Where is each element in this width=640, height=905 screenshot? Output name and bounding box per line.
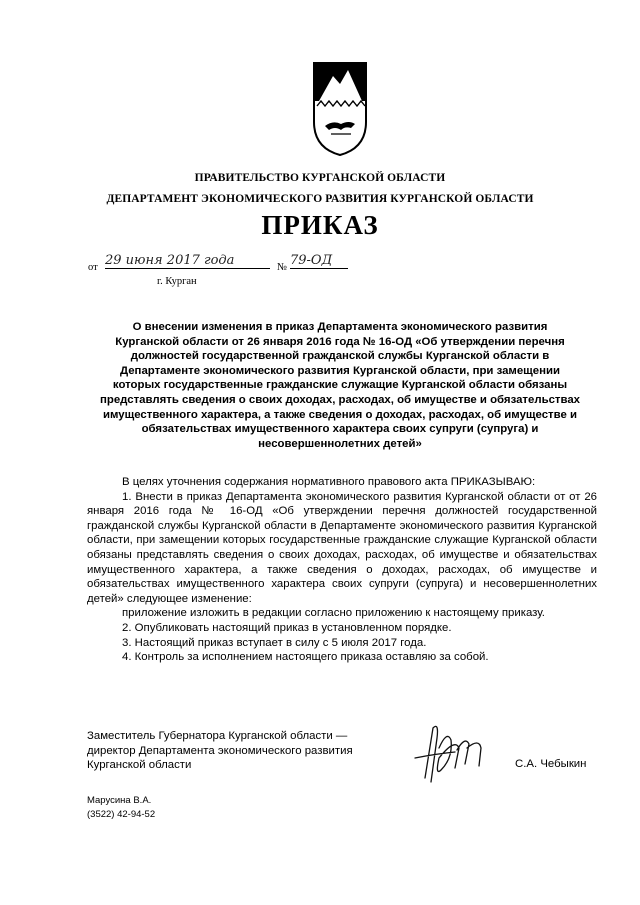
signatory-position-line: Заместитель Губернатора Курганской области — xyxy=(87,730,348,742)
coat-of-arms-emblem xyxy=(311,60,369,158)
order-body xyxy=(87,475,597,665)
order-item-3: 3. Настоящий приказ вступает в силу с 5 июля 2017 года. xyxy=(122,636,427,649)
department-name: ДЕПАРТАМЕНТ ЭКОНОМИЧЕСКОГО РАЗВИТИЯ КУРГАНСКОЙ ОБЛАСТИ xyxy=(106,193,534,205)
government-name: ПРАВИТЕЛЬСТВО КУРГАНСКОЙ ОБЛАСТИ xyxy=(194,172,446,184)
signatory-name: С.А. Чебыкин xyxy=(515,758,587,770)
executor-name: Марусина В.А. xyxy=(87,795,152,806)
order-item-1: 1. Внести в приказ Департамента экономического развития Курганской области от от 26 января 2016 года № 16-ОД «Об утверждении перечня должностей государственной гражданской службы Курганской области в Департаменте экономического развития Курганской области, при замещении которых государственные гражданские служащие Курганской области обязаны представлять сведения о своих доходах, расходах, об имуществе и обязательствах имущественного характера, а также сведения о доходах, расходах, об имуществе и обязательствах имущественного характера своих супруги (супруга) и несовершеннолетних детей» следующее изменение: xyxy=(87,490,597,605)
order-subject: О внесении изменения в приказ Департамента экономического развития Курганской области от 26 января 2016 года № 16-ОД «Об утверждении перечня должностей государственной гражданской службы Курганской области в Департаменте экономического развития Курганской области, при замещении которых государственные гражданские служащие Курганской области обязаны представлять сведения о своих доходах, расходах, об имуществе и обязательствах имущественного характера, а также сведения о доходах, расходах, об имуществе и обязательствах имущественного характера своих супруги (супруга) и несовершеннолетних детей» xyxy=(100,321,581,450)
signatory-position-line: директор Департамента экономического развития xyxy=(87,744,353,757)
order-item-4: 4. Контроль за исполнением настоящего приказа оставляю за собой. xyxy=(122,651,489,664)
signatory-position xyxy=(87,729,387,773)
handwritten-signature xyxy=(395,718,500,788)
city: г. Курган xyxy=(157,276,197,287)
document-type-title: ПРИКАЗ xyxy=(261,210,379,240)
signatory-position-line: Курганской области xyxy=(87,759,192,772)
order-item-2: 2. Опубликовать настоящий приказ в установленном порядке. xyxy=(122,621,452,634)
preamble: В целях уточнения содержания нормативного правового акта ПРИКАЗЫВАЮ: xyxy=(122,476,536,488)
number-label: № xyxy=(277,262,288,273)
order-date: 29 июня 2017 года xyxy=(105,253,270,269)
executor-info xyxy=(87,794,155,822)
date-label: от xyxy=(88,262,98,273)
order-item-1-change: приложение изложить в редакции согласно приложению к настоящему приказу. xyxy=(122,607,545,620)
executor-phone: (3522) 42-94-52 xyxy=(87,809,156,820)
order-number: 79-ОД xyxy=(290,253,348,269)
